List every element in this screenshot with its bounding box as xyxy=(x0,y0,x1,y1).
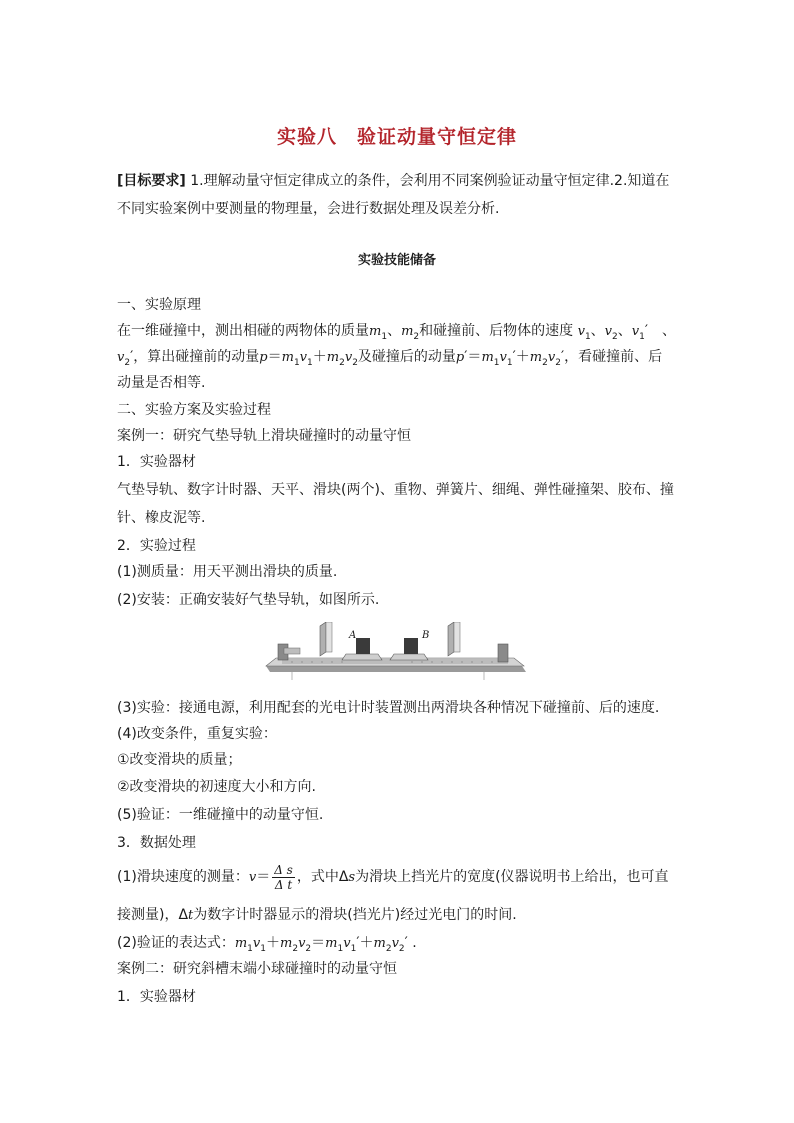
equipment-heading-2: 1．实验器材 xyxy=(117,989,196,1005)
case-one: 案例一：研究气垫导轨上滑块碰撞时的动量守恒 xyxy=(117,428,411,444)
slider-a-label: A xyxy=(349,630,357,641)
data-heading: 3．数据处理 xyxy=(117,835,196,851)
step-4a: ①改变滑块的质量； xyxy=(117,752,242,768)
data-line-1: (1)滑块速度的测量：v＝ $\frac{\text{Δ s}}{\text{Δ t}}$ ，式中Δs为滑块上挡光片的宽度(仪器说明书上给出，也可直 xyxy=(117,862,669,892)
principle-line-1: 在一维碰撞中，测出相碰的两物体的质量$m_1$、$m_2$和碰撞前、后物体的速度 $v_1$、$v_2$、$v_1'$ 、 xyxy=(117,323,677,342)
process-heading: 2．实验过程 xyxy=(117,538,196,554)
step-1: (1)测质量：用天平测出滑块的质量. xyxy=(117,564,338,580)
objective-line-2: 不同实验案例中要测量的物理量，会进行数据处理及误差分析. xyxy=(117,201,500,217)
principle-heading: 一、实验原理 xyxy=(117,297,201,313)
principle-line-2: $v_2'$，算出碰撞前的动量$p=m_1v_1+m_2v_2$及碰撞后的动量$p'=m_1v_1'+m_2v_2'$，看碰撞前、后 xyxy=(117,349,663,368)
velocity-fraction: $\frac{\text{Δ s}}{\text{Δ t}}$ xyxy=(274,862,293,892)
equipment-line-1: 气垫导轨、数字计时器、天平、滑块(两个)、重物、弹簧片、细绳、弹性碰撞架、胶布、撞 xyxy=(117,482,674,498)
step-2: (2)安装：正确安装好气垫导轨，如图所示. xyxy=(117,592,380,608)
air-track-figure xyxy=(262,622,530,688)
step-4: (4)改变条件，重复实验： xyxy=(117,726,277,742)
data-line-2: 接测量)，Δt为数字计时器显示的滑块(挡光片)经过光电门的时间. xyxy=(117,907,517,923)
objective-line-1: [目标要求] 1.理解动量守恒定律成立的条件，会利用不同案例验证动量守恒定律.2.知道在 xyxy=(117,173,670,189)
step-3: (3)实验：接通电源，利用配套的光电计时装置测出两滑块各种情况下碰撞前、后的速度. xyxy=(117,700,660,716)
step-5: (5)验证：一维碰撞中的动量守恒. xyxy=(117,807,324,823)
page-title: 实验八 验证动量守恒定律 xyxy=(276,126,517,148)
objective-label: [目标要求] xyxy=(117,173,186,189)
equipment-line-2: 针、橡皮泥等. xyxy=(117,510,206,526)
step-4b: ②改变滑块的初速度大小和方向. xyxy=(117,779,317,795)
case-two: 案例二：研究斜槽末端小球碰撞时的动量守恒 xyxy=(117,961,397,977)
plan-heading: 二、实验方案及实验过程 xyxy=(117,402,271,418)
section-heading: 实验技能储备 xyxy=(357,253,436,268)
data-line-3: (2)验证的表达式：$m_1v_1+m_2v_2=m_1v_1'+m_2v_2'$ . xyxy=(117,935,417,954)
equipment-heading: 1．实验器材 xyxy=(117,454,196,470)
slider-b-label: B xyxy=(422,630,430,641)
principle-line-3: 动量是否相等. xyxy=(117,375,206,391)
